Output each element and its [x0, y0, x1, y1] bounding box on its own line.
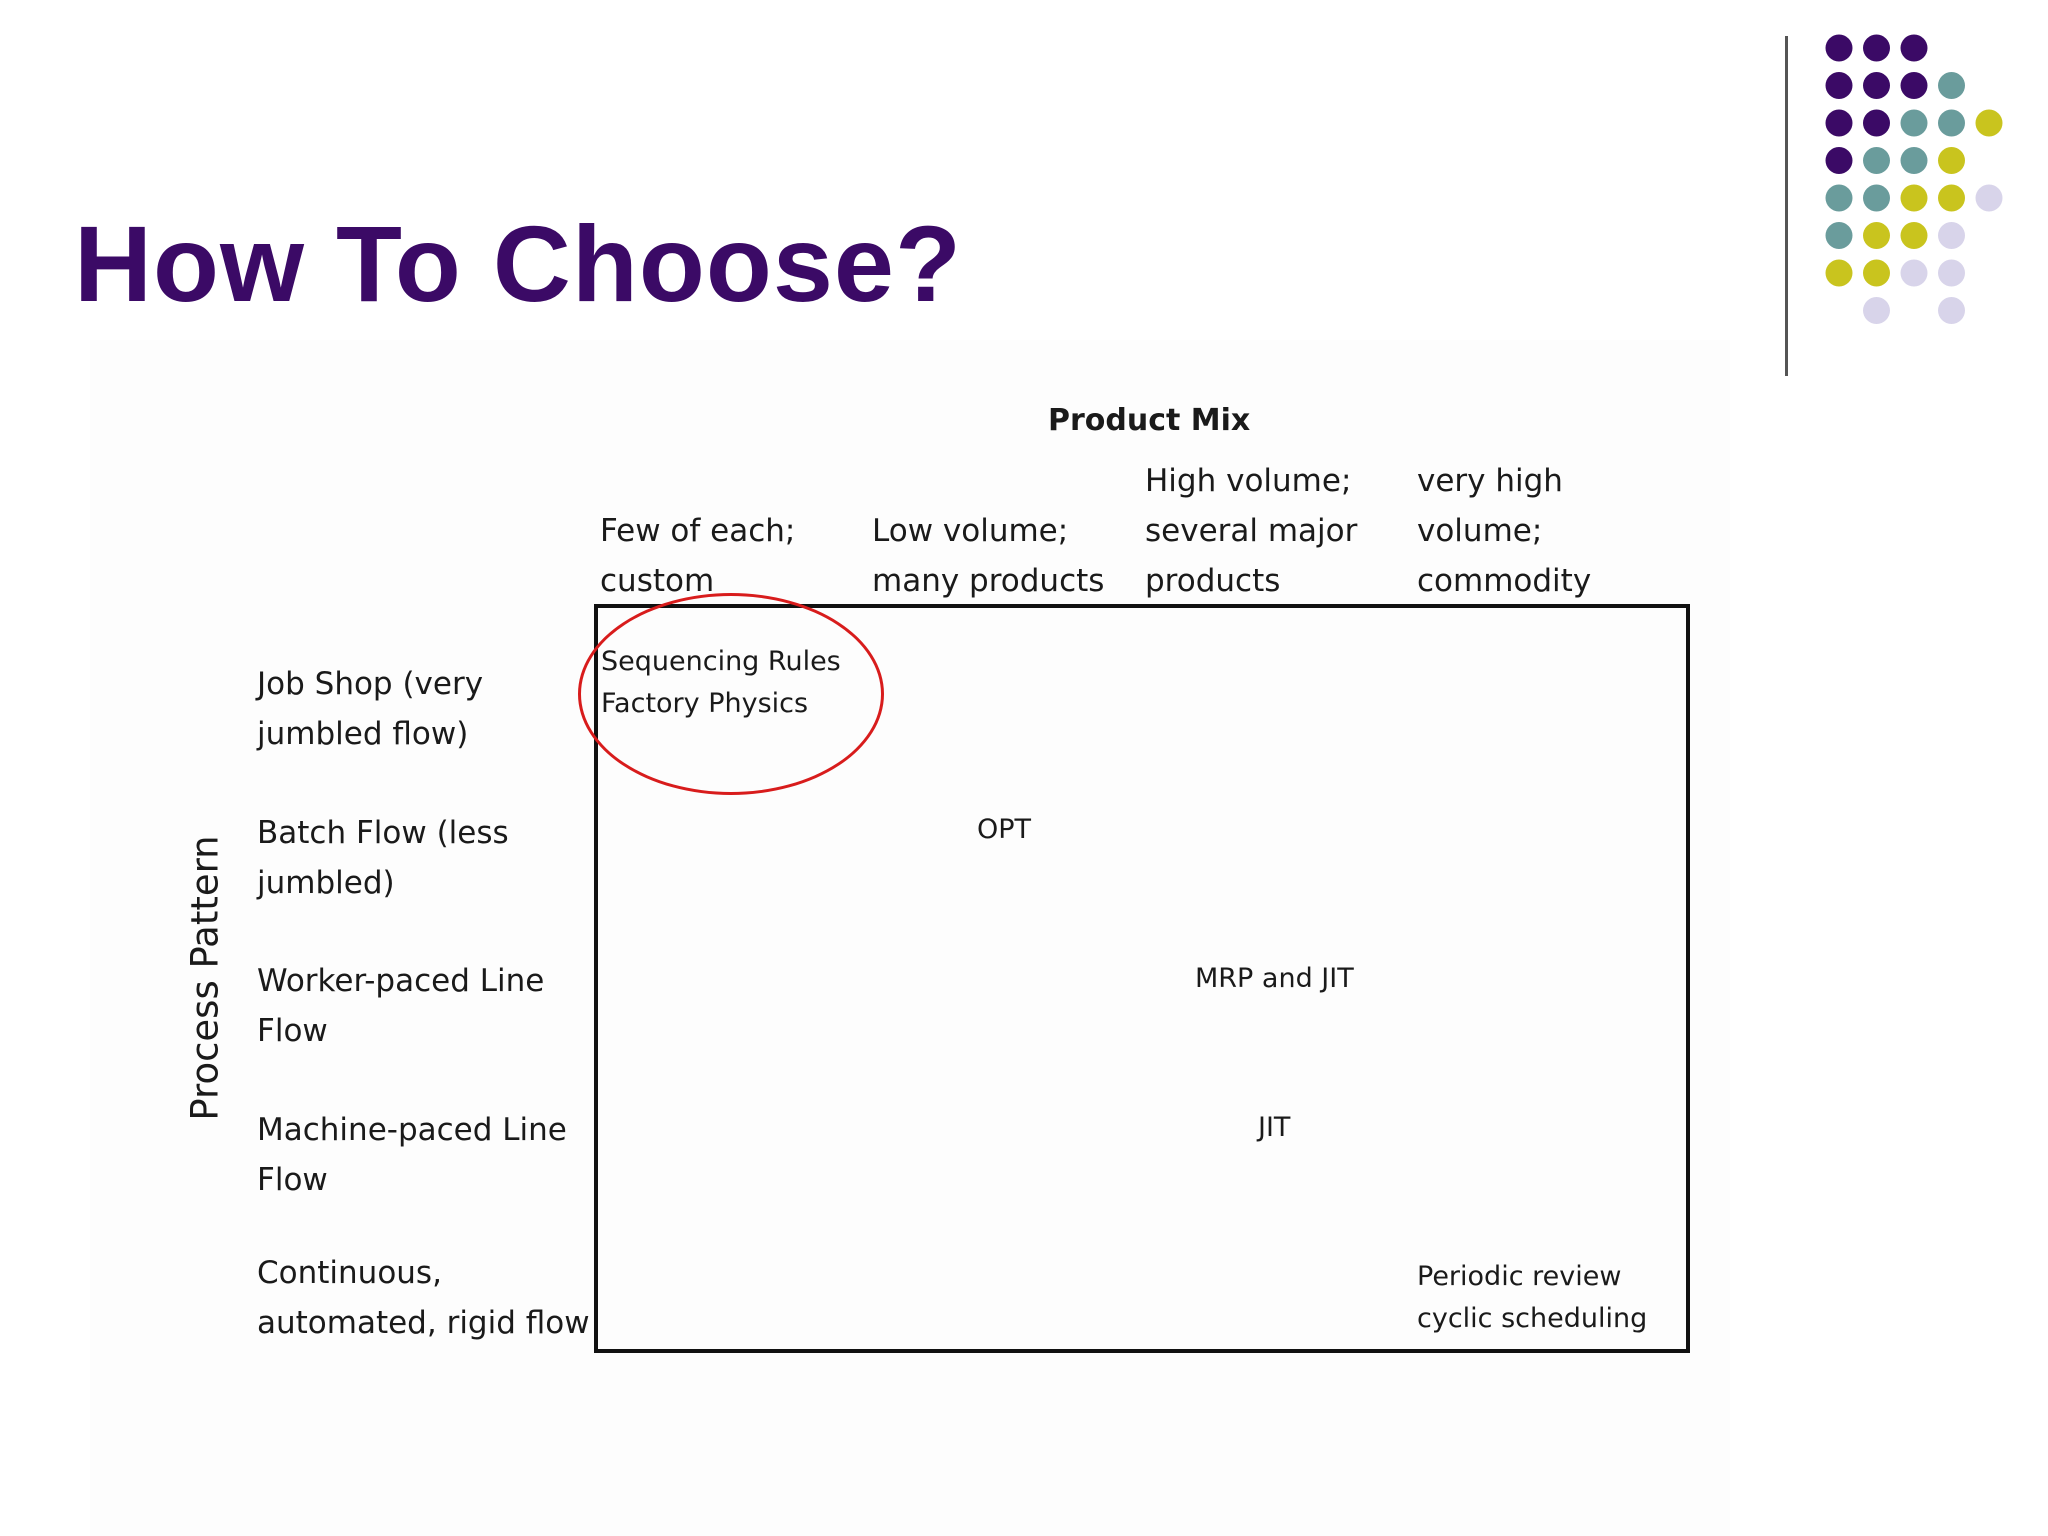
decorative-dot [1976, 110, 2003, 137]
column-header-low-volume: Low volume; many products [872, 513, 1105, 599]
cell-worker-line-method: MRP and JIT [1195, 963, 1354, 994]
highlight-circle [578, 593, 884, 795]
column-header-high-volume: High volume; several major products [1145, 463, 1358, 599]
decorative-dot [1826, 72, 1853, 99]
decorative-dot [1976, 185, 2003, 212]
cell-job-shop-methods: Sequencing Rules Factory Physics [601, 646, 841, 719]
decorative-dot [1901, 147, 1928, 174]
decorative-dot [1938, 110, 1965, 137]
cell-continuous-method: Periodic review cyclic scheduling [1417, 1261, 1648, 1334]
decorative-dot [1901, 35, 1928, 62]
decorative-dot [1826, 35, 1853, 62]
decorative-dot [1826, 222, 1853, 249]
row-header-machine-paced: Machine-paced Line Flow [257, 1112, 567, 1198]
decorative-dot [1938, 297, 1965, 324]
row-header-worker-paced: Worker-paced Line Flow [257, 963, 545, 1049]
decorative-dot [1901, 222, 1928, 249]
decorative-dot [1863, 35, 1890, 62]
decorative-dot [1901, 185, 1928, 212]
slide-title: How To Choose? [74, 203, 962, 324]
decorative-dot [1863, 260, 1890, 287]
decorative-dot [1826, 185, 1853, 212]
decorative-dot [1901, 72, 1928, 99]
row-header-batch-flow: Batch Flow (less jumbled) [257, 815, 509, 901]
vertical-divider [1785, 36, 1788, 376]
decorative-dot [1938, 72, 1965, 99]
decorative-dot [1863, 222, 1890, 249]
column-header-custom: Few of each; custom [600, 513, 796, 599]
row-header-job-shop: Job Shop (very jumbled flow) [257, 666, 484, 752]
cell-batch-method: OPT [977, 814, 1032, 845]
decorative-dot [1863, 185, 1890, 212]
decorative-dot [1826, 260, 1853, 287]
product-mix-title: Product Mix [1048, 403, 1251, 438]
decorative-dot [1938, 185, 1965, 212]
decorative-dot [1863, 147, 1890, 174]
process-pattern-axis-label: Process Pattern [183, 835, 227, 1121]
decorative-dot [1901, 110, 1928, 137]
decorative-dot [1863, 110, 1890, 137]
decorative-dot [1938, 260, 1965, 287]
decorative-dot [1826, 110, 1853, 137]
decorative-dot [1863, 297, 1890, 324]
decorative-dot [1826, 147, 1853, 174]
row-header-continuous: Continuous, automated, rigid flow [257, 1255, 590, 1341]
column-header-commodity: very high volume; commodity [1417, 463, 1592, 599]
decorative-dot [1938, 147, 1965, 174]
cell-machine-line-method: JIT [1258, 1112, 1291, 1143]
decorative-dot [1863, 72, 1890, 99]
decorative-dot [1938, 222, 1965, 249]
decorative-dot [1901, 260, 1928, 287]
